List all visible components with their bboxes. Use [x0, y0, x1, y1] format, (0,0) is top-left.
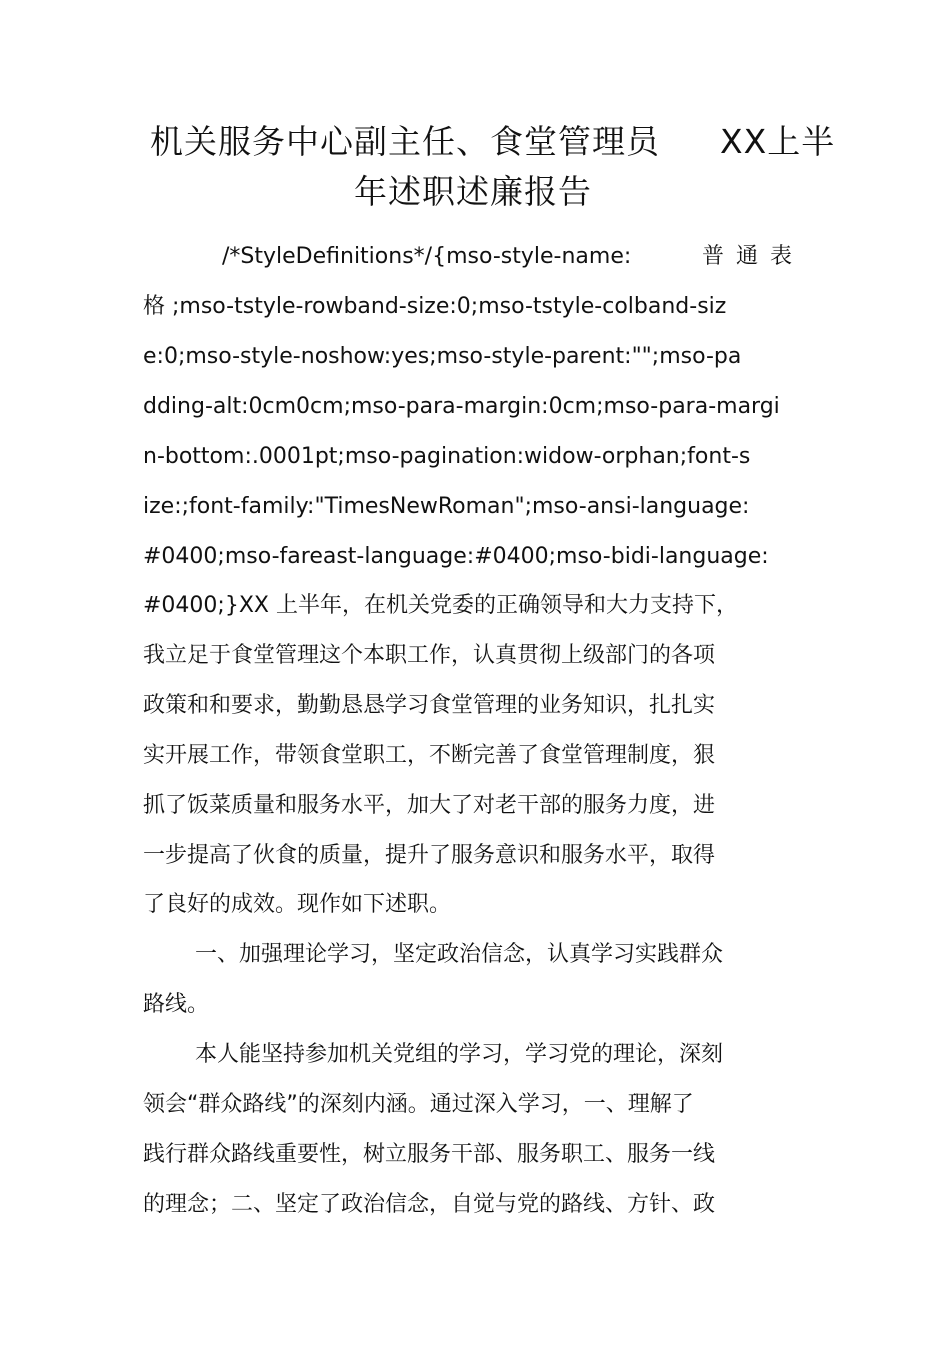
body-line: /*StyleDefinitions*/{mso-style-name:	[222, 244, 632, 269]
body-line: 实开展工作，带领食堂职工，不断完善了食堂管理制度，狠	[143, 743, 716, 768]
body-line: 践行群众路线重要性，树立服务干部、服务职工、服务一线	[143, 1142, 716, 1167]
body-line: 领会“群众路线”的深刻内涵。通过深入学习，一、理解了	[143, 1092, 694, 1117]
body-line-tail: 普通表	[702, 244, 805, 269]
body-line: e:0;mso-style-noshow:yes;mso-style-parent:"";mso-pa	[143, 344, 742, 369]
body-line: 路线。	[143, 992, 210, 1017]
document-title-line-1	[150, 122, 835, 162]
body-line: 我立足于食堂管理这个本职工作，认真贯彻上级部门的各项	[143, 643, 716, 668]
title-part-a: 机关服务中心副主任、食堂管理员	[150, 122, 660, 161]
body-line: 政策和和要求，勤勤恳恳学习食堂管理的业务知识，扎扎实	[143, 693, 716, 718]
body-line: n-bottom:.0001pt;mso-pagination:widow-orphan;font-s	[143, 444, 751, 469]
body-line: 格 ;mso-tstyle-rowband-size:0;mso-tstyle-colband-siz	[143, 294, 727, 319]
paragraph-start: 本人能坚持参加机关党组的学习，学习党的理论，深刻	[195, 1042, 724, 1067]
body-line: 抓了饭菜质量和服务水平，加大了对老干部的服务力度，进	[143, 793, 716, 818]
body-line: 一步提高了伙食的质量，提升了服务意识和服务水平，取得	[143, 843, 716, 868]
body-line: ize:;font-family:"TimesNewRoman";mso-ansi-language:	[143, 494, 750, 519]
body-line: #0400;mso-fareast-language:#0400;mso-bidi-language:	[143, 544, 769, 569]
body-line: dding-alt:0cm0cm;mso-para-margin:0cm;mso-para-margi	[143, 394, 780, 419]
document-title-line-2: 年述职述廉报告	[354, 172, 592, 211]
body-line: #0400;}XX 上半年，在机关党委的正确领导和大力支持下，	[143, 593, 738, 618]
body-line: 了良好的成效。现作如下述职。	[143, 892, 452, 917]
title-part-b: XX上半	[720, 122, 836, 161]
body-line: 的理念；二、坚定了政治信念，自觉与党的路线、方针、政	[143, 1192, 716, 1217]
section-heading-1: 一、加强理论学习，坚定政治信念，认真学习实践群众	[195, 942, 724, 967]
